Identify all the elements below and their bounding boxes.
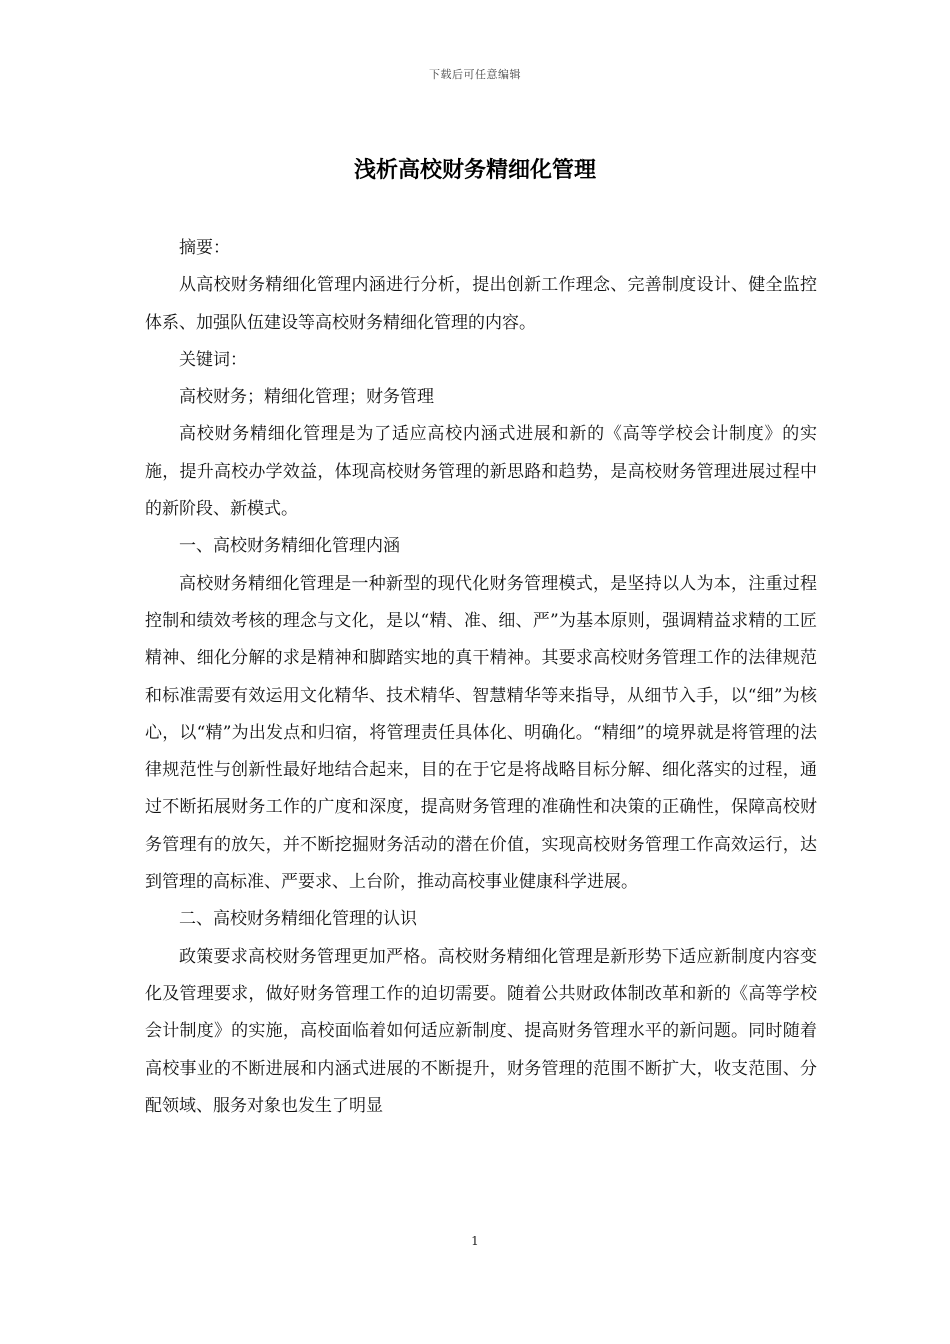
abstract-label: 摘要： <box>179 238 230 258</box>
intro-paragraph: 高校财务精细化管理是为了适应高校内涵式进展和新的《高等学校会计制度》的实施，提升高校办学效益，体现高校财务管理的新思路和趋势，是高校财务管理进展过程中的新阶段、新模式。 <box>145 424 817 520</box>
section-heading-2: 二、高校财务精细化管理的认识 <box>179 909 417 930</box>
abstract-text: 从高校财务精细化管理内涵进行分析，提出创新工作理念、完善制度设计、健全监控体系、加强队伍建设等高校财务精细化管理的内容。 <box>145 275 817 333</box>
page-title: 浅析高校财务精细化管理 <box>353 157 596 183</box>
section-1-paragraph: 高校财务精细化管理是一种新型的现代化财务管理模式，是坚持以人为本，注重过程控制和绩效考核的理念与文化，是以“精、准、细、严”为基本原则，强调精益求精的工匠精神、细化分解的求是精神和脚踏实地的真干精神。其要求高校财务管理工作的法律规范和标准需要有效运用文化精华、技术精华、智慧精华等来指导，从细节入手，以“细”为核心，以“精”为出发点和归宿，将管理责任具体化、明确化。“精细”的境界就是将管理的法律规范性与创新性最好地结合起来，目的在于它是将战略目标分解、细化落实的过程，通过不断拓展财务工作的广度和深度，提高财务管理的准确性和决策的正确性，保障高校财务管理有的放矢，并不断挖掘财务活动的潜在价值，实现高校财务管理工作高效运行，达到管理的高标准、严要求、上台阶，推动高校事业健康科学进展。 <box>145 573 817 893</box>
section-heading-1: 一、高校财务精细化管理内涵 <box>179 536 400 557</box>
keywords-text: 高校财务；精细化管理；财务管理 <box>179 387 434 408</box>
header-note: 下载后可任意编辑 <box>429 68 521 81</box>
keywords-label: 关键词： <box>179 349 247 370</box>
section-2-paragraph: 政策要求高校财务管理更加严格。高校财务精细化管理是新形势下适应新制度内容变化及管理要求，做好财务管理工作的迫切需要。随着公共财政体制改革和新的《高等学校会计制度》的实施，高校面临着如何适应新制度、提高财务管理水平的新问题。同时随着高校事业的不断进展和内涵式进展的不断提升，财务管理的范围不断扩大，收支范围、分配领域、服务对象也发生了明显 <box>145 946 817 1116</box>
page-number: 1 <box>471 1234 479 1248</box>
article-body <box>145 230 817 1125</box>
